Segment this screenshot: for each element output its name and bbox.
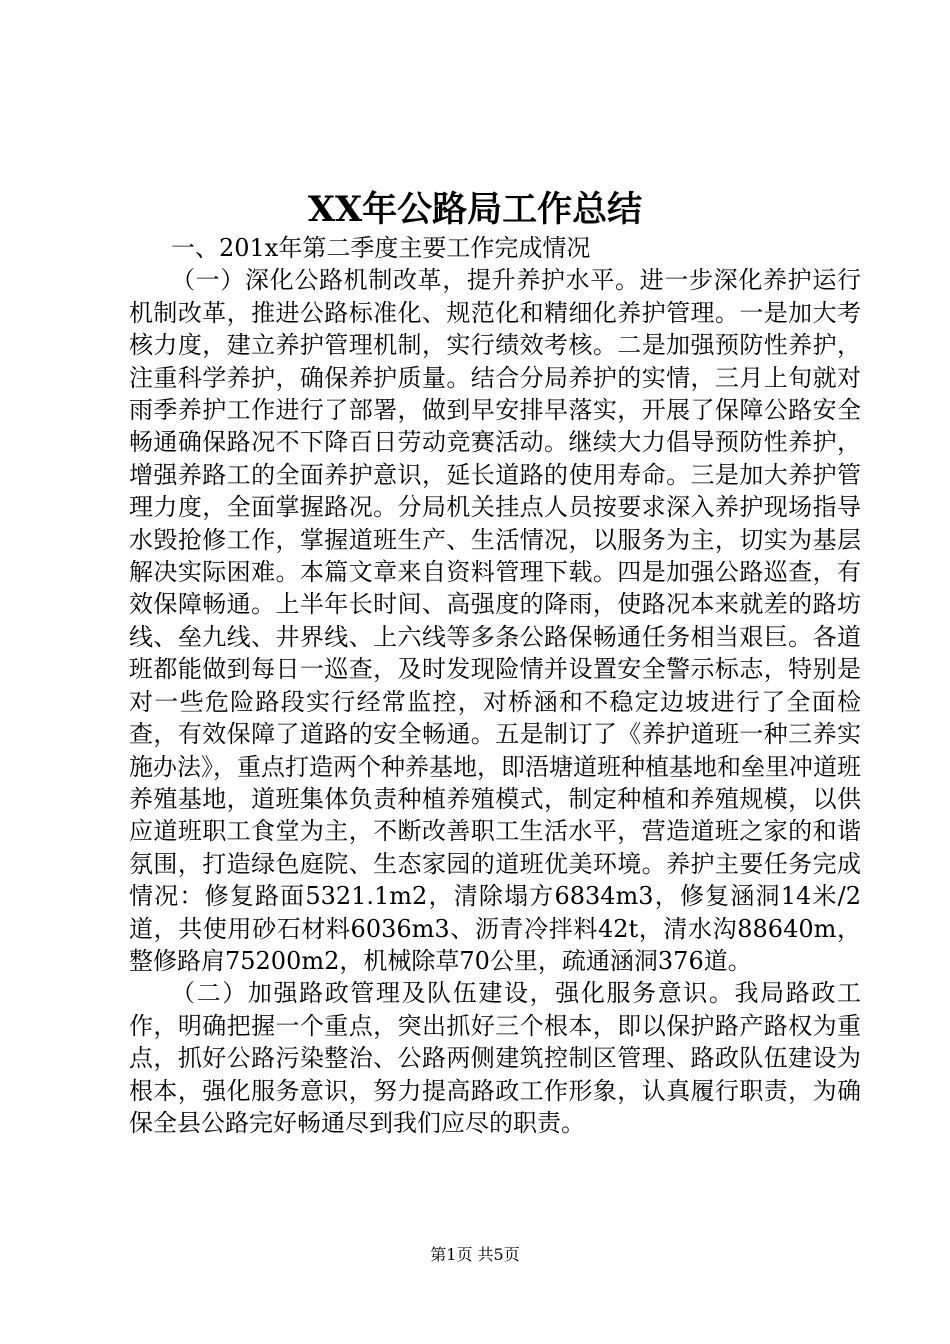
paragraph-1: （一）深化公路机制改革，提升养护水平。进一步深化养护运行机制改革，推进公路标准化、规范化和精细化养护管理。一是加大考核力度，建立养护管理机制，实行绩效考核。二是加强预防性养护，注重科学养护，确保养护质量。结合分局养护的实情，三月上旬就对雨季养护工作进行了部署，做到早安排早落实，开展了保障公路安全畅通确保路况不下降百日劳动竞赛活动。继续大力倡导预防性养护，增强养路工的全面养护意识，延长道路的使用寿命。三是加大养护管理力度，全面掌握路况。分局机关挂点人员按要求深入养护现场指导水毁抢修工作，掌握道班生产、生活情况，以服务为主，切实为基层解决实际困难。本篇文章来自资料管理下载。四是加强公路巡查，有效保障畅通。上半年长时间、高强度的降雨，使路况本来就差的路坊线、垒九线、井界线、上六线等多条公路保畅通任务相当艰巨。各道班都能做到每日一巡查，及时发现险情并设置安全警示标志，特别是对一些危险路段实行经常监控，对桥涵和不稳定边坡进行了全面检查，有效保障了道路的安全畅通。五是制订了《养护道班一种三养实施办法》，重点打造两个种养基地，即浯塘道班种植基地和垒里冲道班养殖基地，道班集体负责种植养殖模式，制定种植和养殖规模，以供应道班职工食堂为主，不断改善职工生活水平，营造道班之家的和谐氛围，打造绿色庭院、生态家园的道班优美环境。养护主要任务完成情况：修复路面5321.1m2，清除塌方6834m3，修复涵洞14米/2道，共使用砂石材料6036m3、沥青冷拌料42t，清水沟88640m，整修路肩75200m2，机械除草70公里，疏通涵洞376道。 (129, 266, 861, 975)
document-title: XX年公路局工作总结 (307, 189, 643, 230)
paragraph-2: （二）加强路政管理及队伍建设，强化服务意识。我局路政工作，明确把握一个重点，突出抓好三个根本，即以保护路产路权为重点，抓好公路污染整治、公路两侧建筑控制区管理、路政队伍建设为根本，强化服务意识，努力提高路政工作形象，认真履行职责，为确保全县公路完好畅通尽到我们应尽的职责。 (129, 979, 861, 1137)
page-footer: 第1页 共5页 (430, 1245, 520, 1264)
section-heading: 一、201x年第二季度主要工作完成情况 (171, 234, 591, 262)
document-body (129, 232, 861, 1139)
